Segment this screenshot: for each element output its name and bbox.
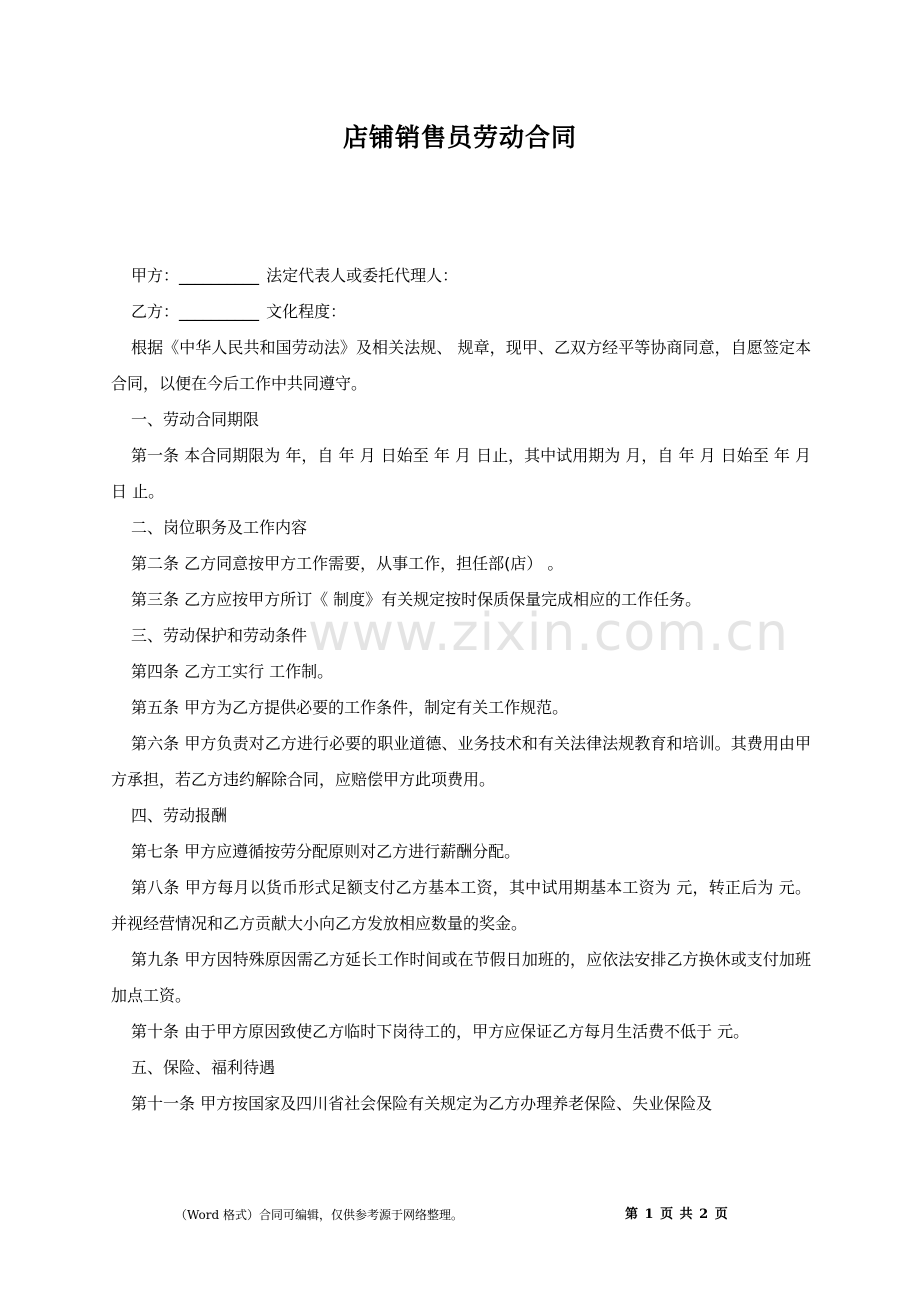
article-paragraph: 第七条 甲方应遵循按劳分配原则对乙方进行薪酬分配。 — [131, 842, 521, 861]
section-heading: 二、岗位职务及工作内容 — [131, 518, 308, 537]
preamble-paragraph: 根据《中华人民共和国劳动法》及相关法规、 规章，现甲、乙双方经平等协商同意，自愿签定本合同，以便在今后工作中共同遵守。 — [111, 338, 811, 393]
section-heading: 四、劳动报酬 — [131, 806, 228, 825]
article-paragraph: 第九条 甲方因特殊原因需乙方延长工作时间或在节假日加班的，应依法安排乙方换休或支付加班加点工资。 — [111, 950, 811, 1005]
footer-note: （Word 格式）合同可编辑，仅供参考源于网络整理。 — [175, 1208, 463, 1222]
party-b-line: 乙方：__________ 文化程度： — [131, 302, 347, 321]
article-paragraph: 第三条 乙方应按甲方所订《 制度》有关规定按时保质保量完成相应的工作任务。 — [131, 590, 702, 609]
article-paragraph: 第八条 甲方每月以货币形式足额支付乙方基本工资，其中试用期基本工资为 元，转正后为 元。并视经营情况和乙方贡献大小向乙方发放相应数量的奖金。 — [111, 878, 811, 933]
section-heading: 一、劳动合同期限 — [131, 410, 260, 429]
article-paragraph: 第二条 乙方同意按甲方工作需要，从事工作，担任部(店） 。 — [131, 554, 564, 573]
article-paragraph: 第五条 甲方为乙方提供必要的工作条件，制定有关工作规范。 — [131, 698, 569, 717]
document-title: 店铺销售员劳动合同 — [342, 123, 577, 152]
article-paragraph: 第一条 本合同期限为 年，自 年 月 日始至 年 月 日止，其中试用期为 月，自 年 月 日始至 年 月 日 止。 — [111, 446, 811, 501]
article-paragraph: 第六条 甲方负责对乙方进行必要的职业道德、业务技术和有关法律法规教育和培训。其费用由甲方承担，若乙方违约解除合同，应赔偿甲方此项费用。 — [111, 734, 811, 789]
page-indicator: 第 1 页 共 2 页 — [625, 1207, 728, 1222]
article-paragraph: 第十条 由于甲方原因致使乙方临时下岗待工的，甲方应保证乙方每月生活费不低于 元。 — [131, 1022, 750, 1041]
section-heading: 五、保险、福利待遇 — [131, 1058, 276, 1077]
article-paragraph: 第四条 乙方工实行 工作制。 — [131, 662, 334, 681]
article-paragraph: 第十一条 甲方按国家及四川省社会保险有关规定为乙方办理养老保险、失业保险及 — [131, 1094, 713, 1113]
section-heading: 三、劳动保护和劳动条件 — [131, 626, 308, 645]
document-body — [111, 258, 811, 1122]
party-a-line: 甲方：__________ 法定代表人或委托代理人： — [131, 266, 459, 285]
watermark: www.zixin.com.cn — [308, 603, 789, 663]
